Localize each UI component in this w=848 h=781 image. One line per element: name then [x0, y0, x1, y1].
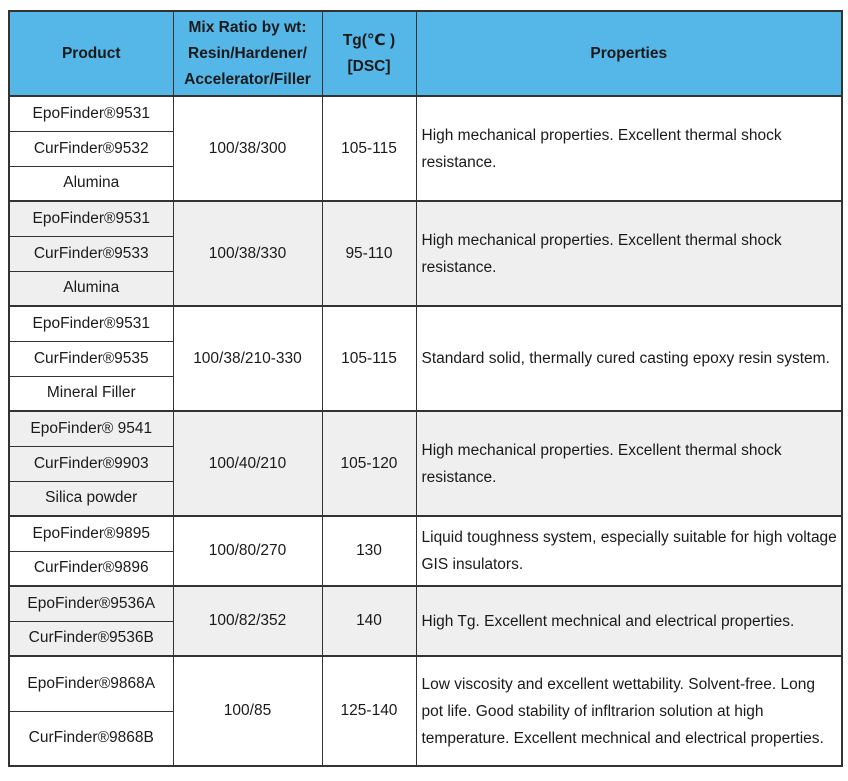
product-spec-table [8, 10, 843, 767]
product-cell: EpoFinder®9895 [9, 516, 173, 551]
tg-cell: 105-115 [322, 96, 416, 201]
table-row [9, 656, 842, 711]
mix-ratio-cell: 100/80/270 [173, 516, 322, 586]
product-cell: EpoFinder®9531 [9, 96, 173, 131]
mix-ratio-cell: 100/82/352 [173, 586, 322, 656]
mix-ratio-cell: 100/38/330 [173, 201, 322, 306]
header-tg-line: Tg(℃ ) [342, 31, 396, 49]
product-cell: CurFinder®9533 [9, 236, 173, 271]
mix-ratio-cell: 100/85 [173, 656, 322, 766]
properties-cell: High mechanical properties. Excellent thermal shock resistance. [416, 411, 842, 516]
table-row [9, 411, 842, 446]
table-row [9, 586, 842, 621]
mix-ratio-cell: 100/40/210 [173, 411, 322, 516]
table-row [9, 96, 842, 131]
mix-ratio-cell: 100/38/300 [173, 96, 322, 201]
table-body [9, 96, 842, 766]
properties-cell: Standard solid, thermally cured casting epoxy resin system. [416, 306, 842, 411]
tg-cell: 140 [322, 586, 416, 656]
table-row [9, 306, 842, 341]
table-row [9, 201, 842, 236]
table-row [9, 516, 842, 551]
header-mix-ratio-line: Accelerator/Filler [184, 70, 311, 88]
header-tg-line: [DSC] [347, 57, 391, 75]
product-cell: CurFinder®9532 [9, 131, 173, 166]
tg-cell: 105-115 [322, 306, 416, 411]
properties-cell: High Tg. Excellent mechnical and electrical properties. [416, 586, 842, 656]
product-cell: CurFinder®9903 [9, 446, 173, 481]
product-cell: CurFinder®9896 [9, 551, 173, 586]
product-cell: Silica powder [9, 481, 173, 516]
product-cell: EpoFinder®9536A [9, 586, 173, 621]
properties-cell: Liquid toughness system, especially suitable for high voltage GIS insulators. [416, 516, 842, 586]
header-mix-ratio-line: Mix Ratio by wt: [188, 18, 307, 36]
tg-cell: 125-140 [322, 656, 416, 766]
mix-ratio-cell: 100/38/210-330 [173, 306, 322, 411]
header-properties [416, 11, 842, 96]
header-mix-ratio-line: Resin/Hardener/ [188, 44, 307, 62]
header-properties-label: Properties [590, 44, 668, 62]
tg-cell: 105-120 [322, 411, 416, 516]
header-product [9, 11, 173, 96]
product-cell: EpoFinder® 9541 [9, 411, 173, 446]
product-cell: Mineral Filler [9, 376, 173, 411]
product-cell: Alumina [9, 166, 173, 201]
tg-cell: 95-110 [322, 201, 416, 306]
product-cell: CurFinder®9536B [9, 621, 173, 656]
properties-cell: High mechanical properties. Excellent thermal shock resistance. [416, 201, 842, 306]
product-cell: EpoFinder®9531 [9, 306, 173, 341]
header-mix-ratio [173, 11, 322, 96]
product-cell: CurFinder®9535 [9, 341, 173, 376]
header-product-label: Product [61, 44, 121, 62]
properties-cell: High mechanical properties. Excellent thermal shock resistance. [416, 96, 842, 201]
tg-cell: 130 [322, 516, 416, 586]
properties-cell: Low viscosity and excellent wettability. Solvent-free. Long pot life. Good stability of infltrarion solution at high temperature. Excellent mechnical and electrical properties. [416, 656, 842, 766]
product-cell: EpoFinder®9531 [9, 201, 173, 236]
product-cell: Alumina [9, 271, 173, 306]
product-cell: CurFinder®9868B [9, 711, 173, 766]
table-header [9, 11, 842, 96]
header-row [9, 11, 842, 96]
table-wrap [8, 10, 843, 767]
header-tg [322, 11, 416, 96]
product-cell: EpoFinder®9868A [9, 656, 173, 711]
